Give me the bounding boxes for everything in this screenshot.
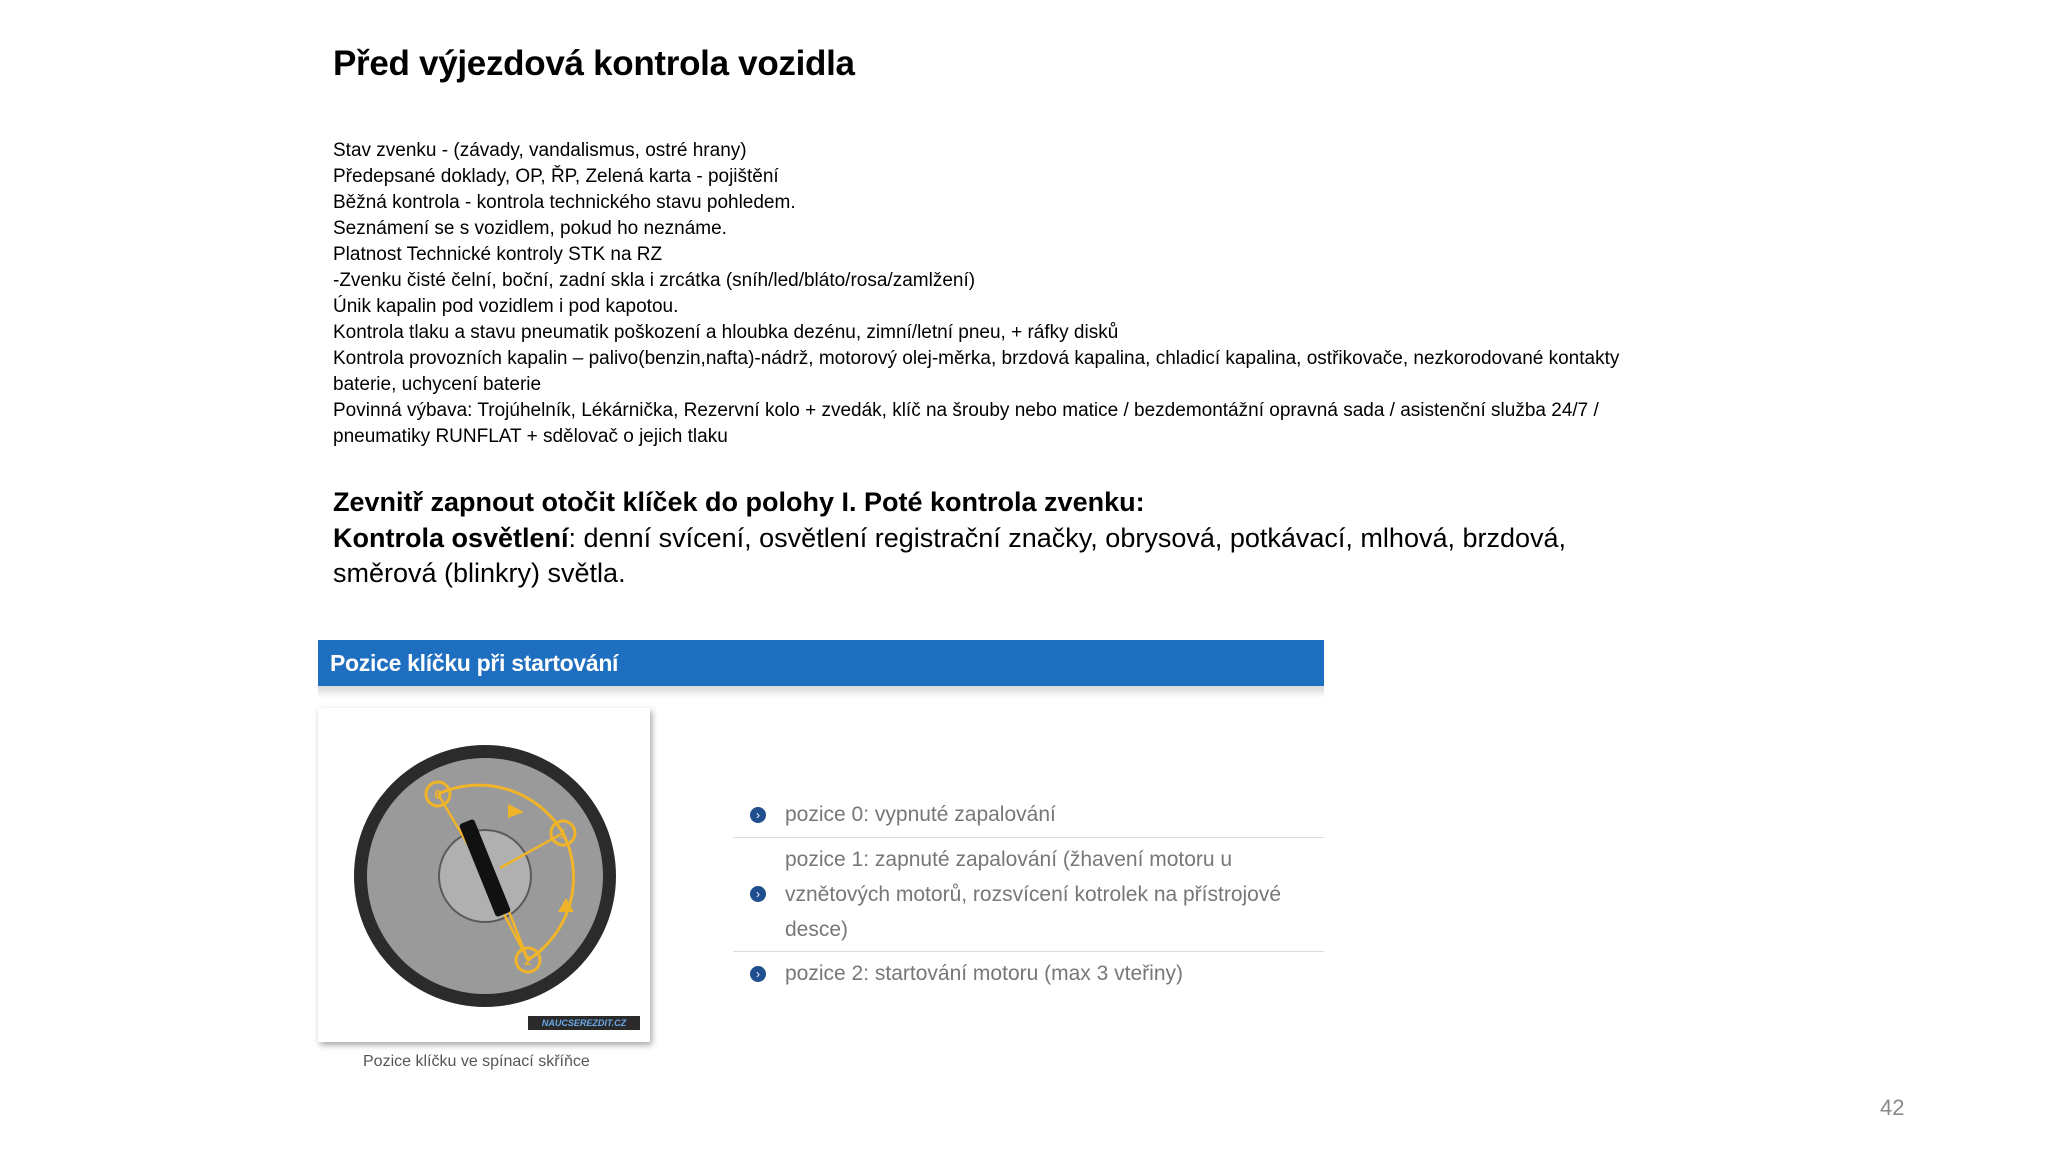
lights-label: Kontrola osvětlení: [333, 523, 569, 553]
chevron-right-icon: ›: [750, 807, 766, 823]
checklist-item: Povinná výbava: Trojúhelník, Lékárnička, Rezervní kolo + zvedák, klíč na šrouby nebo matice / bezdemontážní opravná sada / asistenční služba 24/7 / pneumatiky RUNFLAT + sdělovač o jejich tlaku: [333, 400, 1599, 447]
lights-text: : denní svícení, osvětlení registrační značky, obrysová, potkávací, mlhová, brzdová, směrová (blinkry) světla.: [333, 523, 1567, 588]
logo: NAUCSEREZDIT.CZ: [528, 1016, 640, 1030]
slide-title: Před výjezdová kontrola vozidla: [333, 44, 855, 83]
lights-paragraph: [333, 521, 1613, 591]
image-caption: Pozice klíčku ve spínací skříňce: [363, 1053, 590, 1070]
ignition-image: [318, 708, 650, 1042]
checklist-item: Únik kapalin pod vozidlem i pod kapotou.: [333, 296, 679, 317]
checklist-item: Předepsané doklady, OP, ŘP, Zelená karta - pojištění: [333, 166, 779, 187]
chevron-right-icon: ›: [750, 886, 766, 902]
checklist-item: Kontrola tlaku a stavu pneumatik poškození a hloubka dezénu, zimní/letní pneu, + ráfky disků: [333, 322, 1119, 343]
inner-heading: Zevnitř zapnout otočit klíček do polohy I. Poté kontrola zvenku:: [333, 487, 1145, 517]
list-item: [733, 792, 1324, 838]
position-text: pozice 1: zapnuté zapalování (žhavení motoru u vznětových motorů, rozsvícení kotrolek na přístrojové desce): [785, 848, 1282, 941]
checklist-item: Kontrola provozních kapalin – palivo(benzin,nafta)-nádrž, motorový olej-měrka, brzdová kapalina, chladicí kapalina, ostřikovače, nezkorodované kontakty baterie, uchycení baterie: [333, 348, 1620, 395]
list-item: [733, 838, 1324, 952]
chevron-right-icon: ›: [750, 966, 766, 982]
ignition-lock-icon: [318, 708, 650, 1042]
position-text: pozice 0: vypnuté zapalování: [785, 803, 1056, 826]
figure-header: Pozice klíčku při startování: [318, 640, 1324, 686]
checklist-item: Běžná kontrola - kontrola technického stavu pohledem.: [333, 192, 796, 213]
page-number: 42: [1880, 1095, 1905, 1120]
position-list: [733, 792, 1324, 991]
header-shadow: [318, 686, 1324, 698]
key-label-1: 1: [559, 826, 567, 841]
key-label-0: 0: [434, 787, 442, 802]
checklist-item: Stav zvenku - (závady, vandalismus, ostré hrany): [333, 140, 747, 161]
position-text: pozice 2: startování motoru (max 3 vteřiny): [785, 962, 1183, 985]
list-item: [733, 952, 1324, 991]
checklist-item: Platnost Technické kontroly STK na RZ: [333, 244, 663, 265]
checklist-item: Seznámení se s vozidlem, pokud ho neznáme.: [333, 218, 727, 239]
key-position-figure: [318, 640, 1324, 1080]
checklist: [333, 138, 1623, 450]
checklist-item: -Zvenku čisté čelní, boční, zadní skla i zrcátka (sníh/led/bláto/rosa/zamlžení): [333, 270, 976, 291]
key-label-2: 2: [524, 953, 532, 968]
